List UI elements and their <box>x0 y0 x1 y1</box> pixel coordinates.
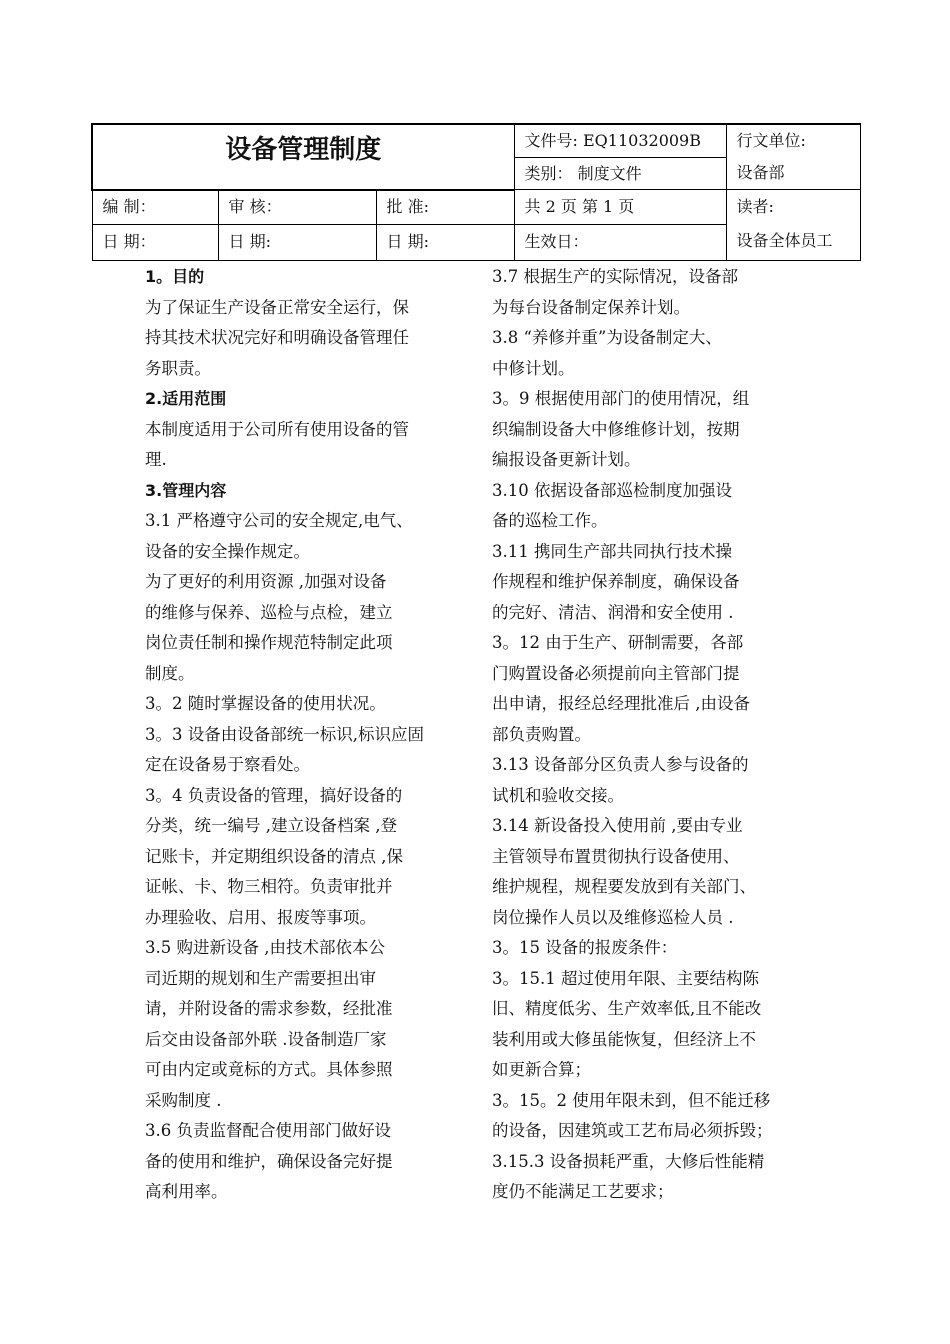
reader-cell <box>726 190 860 261</box>
text-line: 装利用或大修虽能恢复，但经济上不 <box>492 1029 756 1049</box>
text-line: 部负责购置。 <box>492 724 591 744</box>
text-line: 务职责。 <box>145 358 211 378</box>
text-line: 制度。 <box>145 663 195 683</box>
section-heading-content: 3.管理内容 <box>145 480 227 500</box>
text-line: 主管领导布置贯彻执行设备使用、 <box>492 846 740 866</box>
text-line: 备的巡检工作。 <box>492 511 608 530</box>
text-line: 如更新合算； <box>492 1060 591 1079</box>
left-text-column <box>145 262 465 1208</box>
effective-date-label: 生效日： <box>514 224 726 260</box>
text-line: 3。4 负责设备的管理，搞好设备的 <box>145 785 403 805</box>
text-line: 3.11 携同生产部共同执行技术操 <box>492 541 732 561</box>
text-line: 本制度适用于公司所有使用设备的管 <box>145 419 409 439</box>
text-line: 记账卡，并定期组织设备的清点 ,保 <box>145 846 403 866</box>
document-header-table <box>91 123 861 261</box>
document-number: 文件号: EQ11032009B <box>514 124 726 158</box>
page-count: 共 2 页 第 1 页 <box>514 190 726 225</box>
text-line: 门购置设备必须提前向主管部门提 <box>492 663 740 683</box>
text-line: 维护规程，规程要发放到有关部门、 <box>492 877 756 896</box>
text-line: 证帐、卡、物三相符。负责审批并 <box>145 877 393 896</box>
text-line: 3。9 根据使用部门的使用情况，组 <box>492 389 750 408</box>
text-line: 3.5 购进新设备 ,由技术部依本公 <box>145 938 385 957</box>
text-line: 作规程和维护保养制度，确保设备 <box>492 572 740 591</box>
text-line: 3.6 负责监督配合使用部门做好设 <box>145 1121 391 1140</box>
text-line: 采购制度 . <box>145 1090 222 1110</box>
text-line: 办理验收、启用、报废等事项。 <box>145 907 376 927</box>
text-line: 司近期的规划和生产需要担出审 <box>145 968 376 988</box>
text-line: 的设备，因建筑或工艺布局必须拆毁； <box>492 1121 773 1140</box>
text-line: 定在设备易于察看处。 <box>145 755 310 774</box>
issuer-label: 行文单位: <box>736 131 806 150</box>
text-line: 3.15.3 设备损耗严重，大修后性能精 <box>492 1151 765 1171</box>
text-line: 理. <box>145 450 167 469</box>
text-line: 3.10 依据设备部巡检制度加强设 <box>492 480 732 500</box>
text-line: 高利用率。 <box>145 1182 228 1201</box>
text-line: 3.13 设备部分区负责人参与设备的 <box>492 755 749 774</box>
approver-label: 批 准: <box>376 190 514 225</box>
text-line: 为每台设备制定保养计划。 <box>492 297 690 317</box>
reader-value: 设备全体员工 <box>736 231 833 250</box>
text-line: 岗位操作人员以及维修巡检人员 . <box>492 907 734 927</box>
reader-label: 读者: <box>736 197 774 216</box>
text-line: 出申请，报经总经理批准后 ,由设备 <box>492 694 750 713</box>
text-line: 3.14 新设备投入使用前 ,要由专业 <box>492 816 743 835</box>
issuer-cell <box>726 124 860 190</box>
text-line: 为了更好的利用资源 ,加强对设备 <box>145 572 387 591</box>
text-line: 设备的安全操作规定。 <box>145 541 310 561</box>
document-title: 设备管理制度 <box>92 124 514 190</box>
text-line: 可由内定或竟标的方式。具体参照 <box>145 1060 393 1079</box>
text-line: 为了保证生产设备正常安全运行，保 <box>145 297 409 317</box>
text-line: 3.1 严格遵守公司的安全规定,电气、 <box>145 511 413 530</box>
text-line: 3。2 随时掌握设备的使用状况。 <box>145 694 386 713</box>
text-line: 中修计划。 <box>492 358 575 378</box>
section-heading-scope: 2.适用范围 <box>145 389 227 408</box>
text-line: 备的使用和维护，确保设备完好提 <box>145 1151 393 1171</box>
reviewer-date-label: 日 期: <box>218 224 376 260</box>
text-line: 请，并附设备的需求参数，经批准 <box>145 999 393 1018</box>
text-line: 岗位责任制和操作规范特制定此项 <box>145 633 393 652</box>
text-line: 3.7 根据生产的实际情况，设备部 <box>492 267 738 286</box>
section-heading-purpose: 1。目的 <box>145 267 205 286</box>
text-line: 试机和验收交接。 <box>492 785 624 805</box>
text-line: 分类，统一编号 ,建立设备档案 ,登 <box>145 816 397 835</box>
document-category: 类别： 制度文件 <box>514 158 726 190</box>
text-line: 3.8 “养修并重”为设备制定大、 <box>492 328 722 347</box>
text-line: 编报设备更新计划。 <box>492 450 641 469</box>
text-line: 持其技术状况完好和明确设备管理任 <box>145 328 409 347</box>
text-line: 的完好、清洁、润滑和安全使用 . <box>492 602 734 622</box>
text-line: 旧、精度低劣、生产效率低,且不能改 <box>492 999 762 1018</box>
right-text-column <box>492 262 817 1208</box>
text-line: 3。15。2 使用年限未到，但不能迁移 <box>492 1090 771 1110</box>
text-line: 3。12 由于生产、研制需要，各部 <box>492 633 744 652</box>
text-line: 度仍不能满足工艺要求； <box>492 1182 674 1201</box>
author-date-label: 日 期： <box>92 224 218 260</box>
issuer-value: 设备部 <box>736 163 785 182</box>
text-line: 3。3 设备由设备部统一标识,标识应固 <box>145 724 424 744</box>
text-line: 3。15 设备的报废条件： <box>492 938 678 957</box>
text-line: 的维修与保养、巡检与点检，建立 <box>145 602 393 622</box>
author-label: 编 制： <box>92 190 218 225</box>
text-line: 织编制设备大中修维修计划，按期 <box>492 419 740 439</box>
text-line: 3。15.1 超过使用年限、主要结构陈 <box>492 968 759 988</box>
approver-date-label: 日 期: <box>376 224 514 260</box>
reviewer-label: 审 核： <box>218 190 376 225</box>
text-line: 后交由设备部外联 .设备制造厂家 <box>145 1029 387 1049</box>
